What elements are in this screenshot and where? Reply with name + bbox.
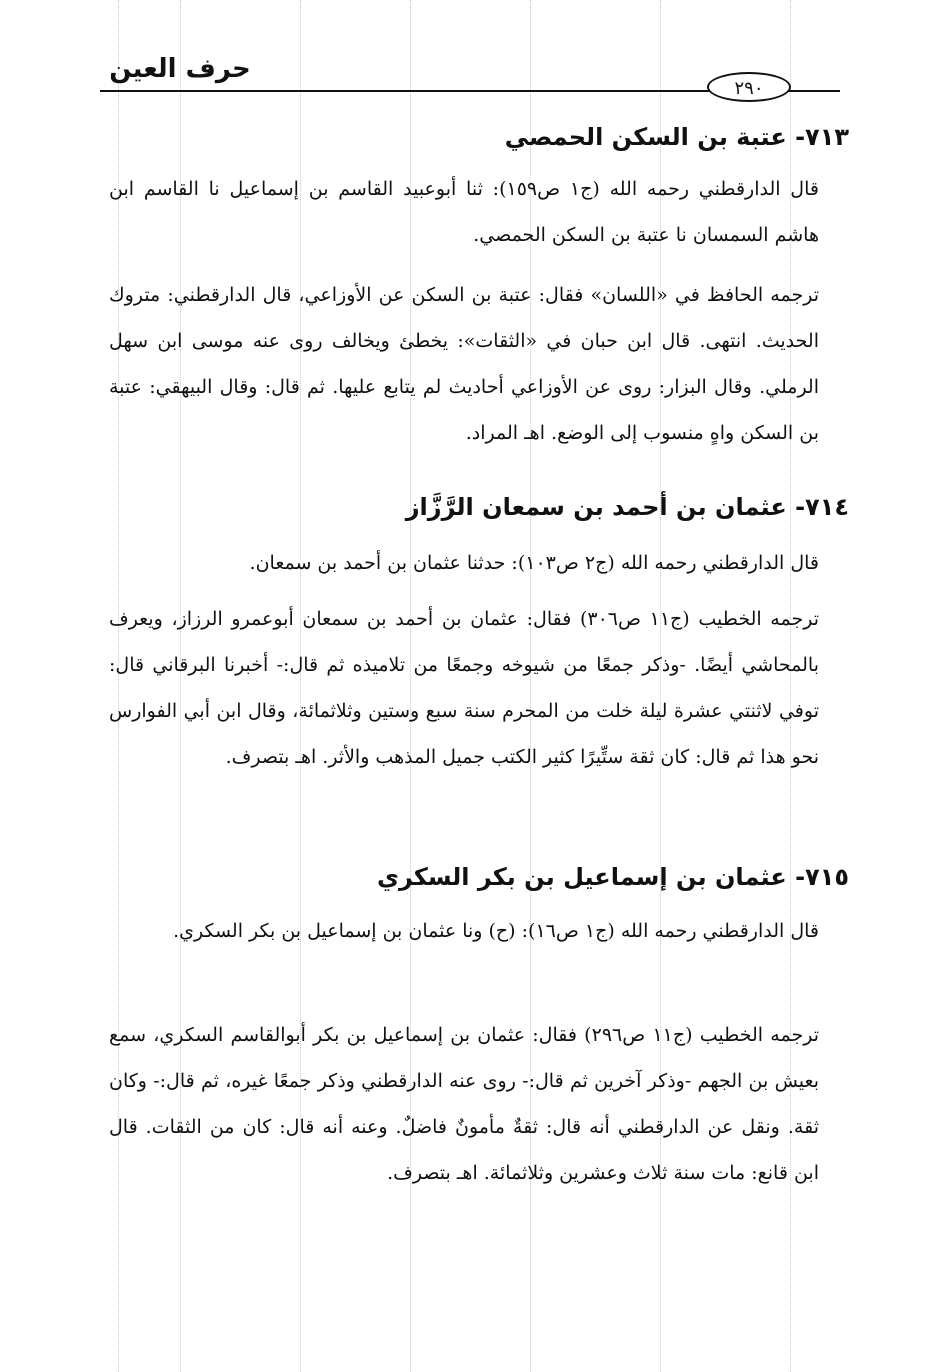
page-number: ٢٩٠ [707,72,791,102]
entry-paragraph: ترجمه الخطيب (ج١١ ص٣٠٦) فقال: عثمان بن أحمد بن سمعان أبوعمرو الرزاز، ويعرف بالمحاشي أيضًا. -وذكر جمعًا من شيوخه وجمعًا من تلاميذه ثم قال:- أخبرنا البرقاني قال: توفي لاثنتي عشرة ليلة خلت من المحرم سنة سبع وستين وثلاثمائة، وقال ابن أبي الفوارس نحو هذا ثم قال: كان ثقة ستِّيرًا كثير الكتب جميل المذهب والأثر. اهـ بتصرف. [109,608,819,768]
entry-paragraph: ترجمه الحافظ في «اللسان» فقال: عتبة بن السكن عن الأوزاعي، قال الدارقطني: متروك الحديث. انتهى. قال ابن حبان في «الثقات»: يخطئ ويخالف روى عنه موسى ابن سهل الرملي. وقال البزار: روى عن الأوزاعي أحاديث لم يتابع عليها. ثم قال: وقال البيهقي: عتبة بن السكن واهٍ منسوب إلى الوضع. اهـ المراد. [109,284,819,444]
entry-paragraph: قال الدارقطني رحمه الله (ج٢ ص١٠٣): حدثنا عثمان بن أحمد بن سمعان. [249,552,819,574]
entry-heading: ٧١٣- عتبة بن السكن الحمصي [504,123,849,151]
chapter-title: حرف العين [109,54,251,84]
entry-paragraph: ترجمه الخطيب (ج١١ ص٢٩٦) فقال: عثمان بن إسماعيل بن بكر أبوالقاسم السكري، سمع بعيش بن الجهم -وذكر آخرين ثم قال:- روى عنه الدارقطني وذكر جمعًا غيره، ثم قال:- وكان ثقة. ونقل عن الدارقطني أنه قال: ثقةٌ مأمونٌ فاضلٌ. وعنه أنه قال: كان من الثقات. قال ابن قانع: مات سنة ثلاث وعشرين وثلاثمائة. اهـ بتصرف. [109,1024,819,1184]
entry-heading: ٧١٤- عثمان بن أحمد بن سمعان الرَّزَّاز [405,493,849,521]
entry-paragraph: قال الدارقطني رحمه الله (ج١ ص١٥٩): ثنا أبوعبيد القاسم بن إسماعيل نا القاسم ابن هاشم السمسان نا عتبة بن السكن الحمصي. [109,178,819,246]
entry-heading: ٧١٥- عثمان بن إسماعيل بن بكر السكري [376,863,849,891]
entry-paragraph: قال الدارقطني رحمه الله (ج١ ص١٦): (ح) ونا عثمان بن إسماعيل بن بكر السكري. [173,920,819,942]
